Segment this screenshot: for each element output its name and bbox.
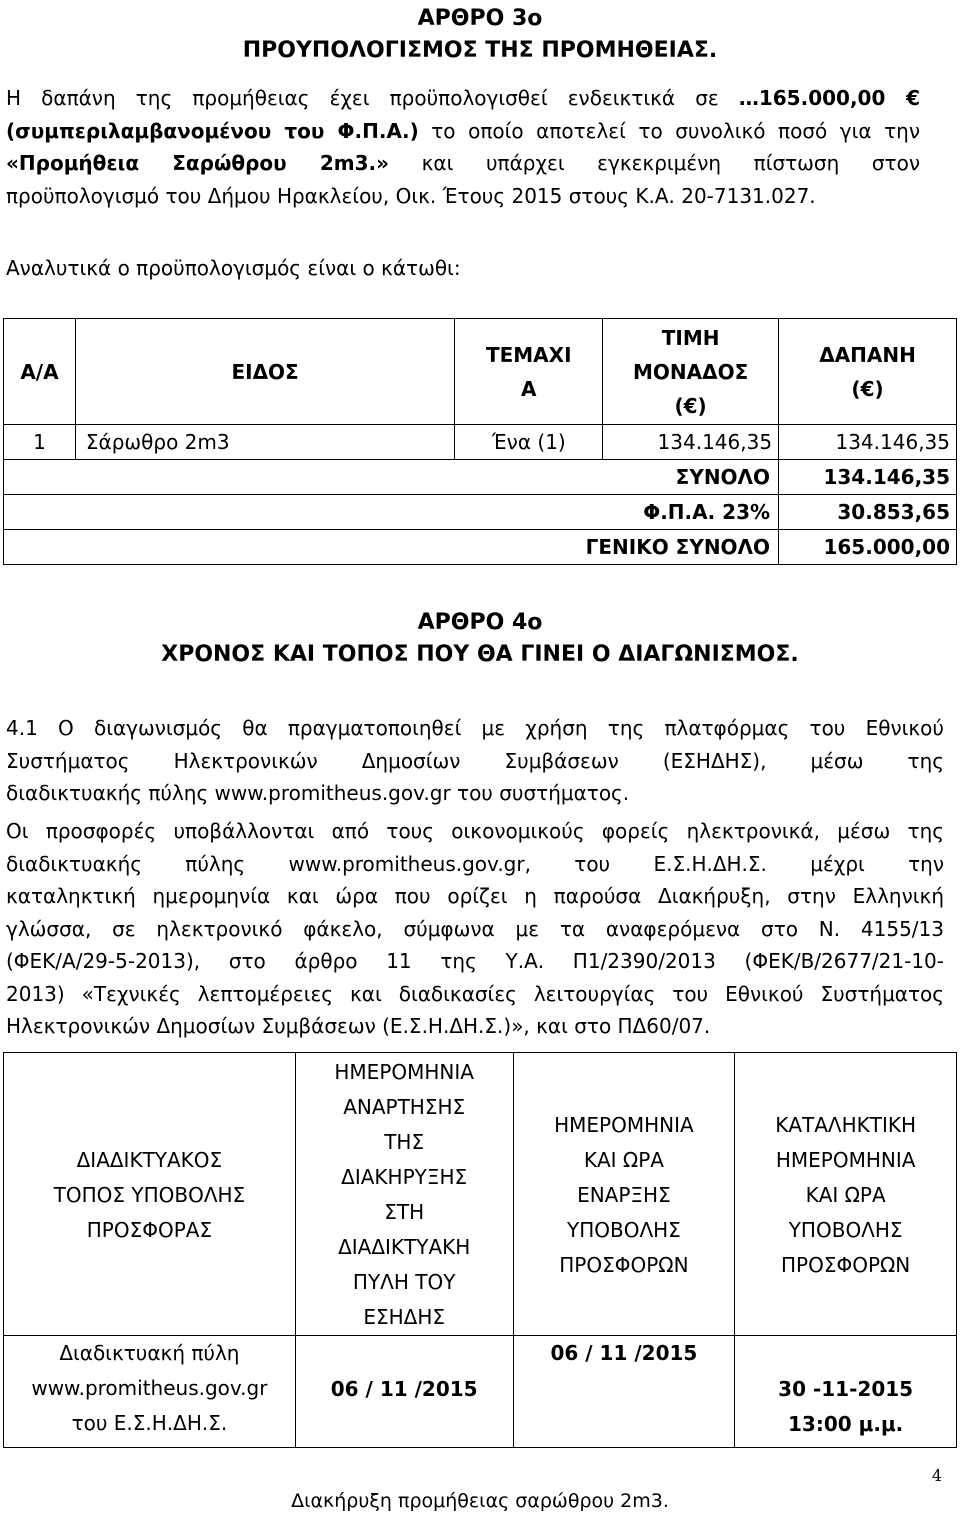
header-line: ΔΙΑΔΙΚΤΥΑΚΟΣ (76, 1148, 223, 1172)
header-line: ΔΙΑΔΙΚΤΥΑΚΗ (338, 1235, 471, 1259)
schedule-header-row (4, 1053, 957, 1336)
header-line: ΕΝΑΡΞΗΣ (577, 1183, 671, 1207)
grand-total-row (4, 530, 957, 565)
value-line: www.promitheus.gov.gr (31, 1376, 268, 1400)
header-unit-price (603, 319, 779, 425)
article4-heading: ΑΡΘΡΟ 4ο (417, 610, 543, 635)
article3-title: ΠΡΟΥΠΟΛΟΓΙΣΜΟΣ ΤΗΣ ΠΡΟΜΗΘΕΙΑΣ. (242, 38, 718, 63)
header-qty-line: Α (521, 376, 537, 401)
grand-total-label: ΓΕΝΙΚΟ ΣΥΝΟΛΟ (4, 530, 779, 565)
header-line: ΤΟΠΟΣ ΥΠΟΒΟΛΗΣ (53, 1183, 246, 1207)
header-line: ΤΗΣ (384, 1130, 425, 1154)
vat-value: 30.853,65 (779, 495, 957, 530)
header-posting-date (295, 1053, 513, 1336)
text-line: (ΦΕΚ/Α/29-5-2013), στο άρθρο 11 της Υ.Α. Π1/2390/2013 (ΦΕΚ/Β/2677/21-10- (6, 949, 944, 973)
header-line: ΔΙΑΚΗΡΥΞΗΣ (341, 1165, 468, 1189)
value-line: 30 -11-2015 (778, 1377, 914, 1401)
deadline-cell (735, 1336, 957, 1448)
schedule-value-row (4, 1336, 957, 1448)
article3-heading: ΑΡΘΡΟ 3ο (417, 6, 543, 31)
header-deadline (735, 1053, 957, 1336)
article4-title: ΧΡΟΝΟΣ ΚΑΙ ΤΟΠΟΣ ΠΟΥ ΘΑ ΓΙΝΕΙ Ο ΔΙΑΓΩΝΙΣΜΟΣ. (161, 642, 799, 667)
vat-row (4, 495, 957, 530)
vat-label: Φ.Π.Α. 23% (4, 495, 779, 530)
value-line: του Ε.Σ.Η.ΔΗ.Σ. (71, 1411, 228, 1435)
text-line: Συστήματος Ηλεκτρονικών Δημοσίων Συμβάσεων (ΕΣΗΔΗΣ), μέσω της (6, 748, 944, 773)
text-line: 4.1 Ο διαγωνισμός θα πραγματοποιηθεί με χρήση της πλατφόρμας του Εθνικού (6, 716, 944, 740)
article3-paragraph (6, 82, 920, 212)
header-qty (455, 319, 603, 425)
posting-date-cell: 06 / 11 /2015 (295, 1336, 513, 1448)
header-line: ΗΜΕΡΟΜΗΝΙΑ (554, 1113, 694, 1137)
header-item: ΕΙΔΟΣ (75, 319, 454, 425)
header-line: ΗΜΕΡΟΜΗΝΙΑ (334, 1060, 474, 1084)
header-aa: Α/Α (4, 319, 76, 425)
text-run: προϋπολογισμό του Δήμου Ηρακλείου, Οικ. Έτους 2015 στους Κ.Α. 20-7131.027. (6, 183, 816, 208)
budget-analysis-text: Αναλυτικά ο προϋπολογισμός είναι ο κάτωθι: (6, 256, 461, 280)
text-line: διαδικτυακής πύλης www.promitheus.gov.gr του συστήματος. (6, 781, 630, 805)
header-line: ΗΜΕΡΟΜΗΝΙΑ (775, 1148, 916, 1172)
bold-text: «Προμήθεια Σαρώθρου 2m3.» (6, 151, 390, 175)
header-line: ΠΡΟΣΦΟΡΑΣ (86, 1218, 213, 1242)
header-line: ΚΑΙ ΩΡΑ (805, 1183, 886, 1207)
header-portal (4, 1053, 296, 1336)
header-cost-line: ΔΑΠΑΝΗ (819, 342, 916, 367)
value-line: 13:00 μ.μ. (788, 1412, 904, 1436)
text-line (6, 180, 920, 213)
text-line: διαδικτυακής πύλης www.promitheus.gov.gr, του Ε.Σ.Η.ΔΗ.Σ. μέχρι την (6, 851, 944, 876)
header-line: ΕΣΗΔΗΣ (363, 1305, 446, 1329)
bold-text: (συμπεριλαμβανομένου του Φ.Π.Α.) (6, 118, 419, 143)
text-line (6, 115, 920, 148)
header-line: ΠΥΛΗ ΤΟΥ (352, 1270, 456, 1294)
portal-cell (4, 1336, 296, 1448)
page-number: 4 (931, 1466, 942, 1485)
text-line: γλώσσα, σε ηλεκτρονικό φάκελο, σύμφωνα με τα αναφερόμενα στο Ν. 4155/13 (6, 916, 944, 941)
header-unit-price-line: ΜΟΝΑΔΟΣ (632, 359, 749, 384)
header-cost-line: (€) (851, 376, 884, 401)
row-aa: 1 (4, 425, 76, 460)
value-line: Διαδικτυακή πύλη (59, 1341, 240, 1365)
row-cost: 134.146,35 (779, 425, 957, 460)
table-row (4, 425, 957, 460)
header-start-date (513, 1053, 735, 1336)
header-line: ΠΡΟΣΦΟΡΩΝ (559, 1253, 689, 1277)
text-line: Οι προσφορές υποβάλλονται από τους οικονομικούς φορείς ηλεκτρονικά, μέσω της (6, 819, 944, 843)
grand-total-value: 165.000,00 (779, 530, 957, 565)
header-line: ΑΝΑΡΤΗΣΗΣ (343, 1095, 466, 1119)
header-cost (779, 319, 957, 425)
text-line: 2013) «Τεχνικές λεπτομέρειες και διαδικασίες λειτουργίας του Εθνικού Συστήματος (6, 981, 944, 1006)
total-label: ΣΥΝΟΛΟ (4, 460, 779, 495)
header-line: ΠΡΟΣΦΟΡΩΝ (780, 1253, 911, 1277)
text-line: Ηλεκτρονικών Δημοσίων Συμβάσεων (Ε.Σ.Η.ΔΗ.Σ.)», και στο ΠΔ60/07. (6, 1014, 711, 1038)
bold-text: …165.000,00 € (738, 86, 921, 110)
header-line: ΥΠΟΒΟΛΗΣ (566, 1218, 681, 1242)
total-value: 134.146,35 (779, 460, 957, 495)
header-line: ΣΤΗ (384, 1200, 425, 1224)
header-line: ΚΑΤΑΛΗΚΤΙΚΗ (775, 1113, 917, 1137)
row-item: Σάρωθρο 2m3 (75, 425, 454, 460)
header-unit-price-line: ΤΙΜΗ (661, 325, 720, 350)
article4-paragraph-2 (6, 815, 944, 1043)
footer-text: Διακήρυξη προμήθειας σαρώθρου 2m3. (291, 1490, 669, 1512)
header-unit-price-line: (€) (674, 393, 707, 418)
row-unit-price: 134.146,35 (603, 425, 779, 460)
text-line (6, 82, 920, 115)
row-qty: Ένα (1) (455, 425, 603, 460)
text-line (6, 147, 920, 180)
text-run: το οποίο αποτελεί το συνολικό ποσό για την (418, 118, 921, 143)
text-line: καταληκτική ημερομηνία και ώρα που ορίζει η παρούσα Διακήρυξη, στην Ελληνική (6, 884, 944, 908)
start-date-cell: 06 / 11 /2015 (513, 1336, 735, 1448)
text-run: Η δαπάνη της προμήθειας έχει προϋπολογισθεί ενδεικτικά σε (6, 86, 739, 110)
text-run: και υπάρχει εγκεκριμένη πίστωση στον (389, 151, 920, 175)
header-qty-line: ΤΕΜΑΧΙ (485, 342, 572, 367)
header-line: ΥΠΟΒΟΛΗΣ (788, 1218, 903, 1242)
total-row (4, 460, 957, 495)
header-line: ΚΑΙ ΩΡΑ (583, 1148, 664, 1172)
schedule-table (3, 1052, 957, 1448)
budget-table (3, 318, 957, 565)
article4-paragraph-1 (6, 712, 944, 810)
